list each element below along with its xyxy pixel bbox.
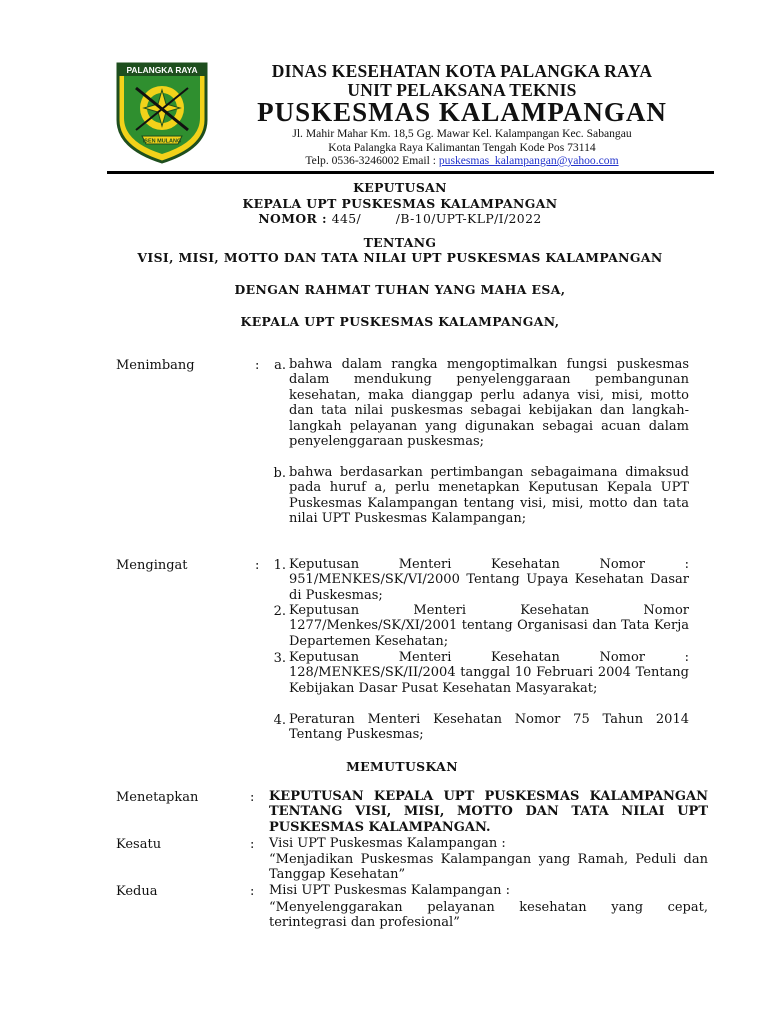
kesatu-heading: Visi UPT Puskesmas Kalampangan : — [269, 836, 506, 851]
about-label: TENTANG — [363, 235, 437, 250]
mengingat-item-2: Keputusan Menteri Kesehatan Nomor 1277/Menkes/SK/XI/2001 tentang Organisasi dan Tata Kerja Departemen Kesehatan; — [289, 603, 689, 649]
menetapkan-text: KEPUTUSAN KEPALA UPT PUSKESMAS KALAMPANGAN TENTANG VISI, MISI, MOTTO DAN TATA NILAI UPT PUSKESMAS KALAMPANGAN. — [269, 789, 708, 835]
mengingat-label: Mengingat — [116, 558, 188, 573]
mengingat-mark-1: 1. — [273, 558, 286, 573]
puskesmas-name: PUSKESMAS KALAMPANGAN — [257, 97, 667, 127]
menimbang-mark-a: a. — [274, 358, 286, 373]
contact-line — [212, 154, 712, 167]
logo-ribbon-text: ISEN MULANG — [142, 138, 182, 145]
kesatu-colon: : — [250, 837, 255, 852]
unit-name: UNIT PELAKSANA TEKNIS — [347, 80, 577, 100]
decree-issuer: KEPALA UPT PUSKESMAS KALAMPANGAN — [242, 196, 558, 211]
phone-text: Telp. 0536-3246002 Email : — [305, 154, 439, 167]
kedua-colon: : — [250, 884, 255, 899]
memutuskan-heading: MEMUTUSKAN — [346, 759, 458, 774]
mengingat-item-4: Peraturan Menteri Kesehatan Nomor 75 Tahun 2014 Tentang Puskesmas; — [289, 712, 689, 743]
mengingat-item-1: Keputusan Menteri Kesehatan Nomor : 951/MENKES/SK/VI/2000 Tentang Upaya Kesehatan Dasar di Puskesmas; — [289, 557, 689, 603]
menetapkan-colon: : — [250, 790, 255, 805]
menetapkan-label: Menetapkan — [116, 790, 199, 805]
mengingat-mark-4: 4. — [273, 713, 286, 728]
menimbang-mark-b: b. — [273, 466, 286, 481]
menimbang-item-b: bahwa berdasarkan pertimbangan sebagaimana dimaksud pada huruf a, perlu menetapkan Keputusan Kepala UPT Puskesmas Kalampangan tentang visi, misi, motto dan tata nilai UPT Puskesmas Kalampangan; — [289, 465, 689, 527]
mengingat-item-3: Keputusan Menteri Kesehatan Nomor : 128/MENKES/SK/II/2004 tanggal 10 Februari 2004 Tentang Kebijakan Dasar Pusat Kesehatan Masyarakat; — [289, 650, 689, 696]
menimbang-item-a: bahwa dalam rangka mengoptimalkan fungsi puskesmas dalam mendukung penyelenggaraan pembangunan kesehatan, maka dianggap perlu adanya visi, misi, motto dan tata nilai puskesmas sebagai kebijakan dan langkah-langkah pelayanan yang digunakan sebagai acuan dalam penyelenggaraan puskesmas; — [289, 357, 689, 450]
kesatu-vision-text: “Menjadikan Puskesmas Kalampangan yang Ramah, Peduli dan Tanggap Kesehatan” — [269, 852, 708, 883]
mengingat-colon: : — [255, 558, 260, 573]
official-statement: KEPALA UPT PUSKESMAS KALAMPANGAN, — [240, 314, 560, 329]
menimbang-label: Menimbang — [116, 358, 195, 373]
city-emblem-logo — [112, 52, 212, 164]
kesatu-label: Kesatu — [116, 837, 162, 852]
header-divider — [107, 171, 714, 174]
number-value: 445/ /B-10/UPT-KLP/I/2022 — [331, 211, 542, 226]
kedua-heading: Misi UPT Puskesmas Kalampangan : — [269, 883, 510, 898]
address-line-2: Kota Palangka Raya Kalimantan Tengah Kode Pos 73114 — [328, 141, 596, 154]
menimbang-colon: : — [255, 358, 260, 373]
address-line-1: Jl. Mahir Mahar Km. 18,5 Gg. Mawar Kel. Kalampangan Kec. Sabangau — [292, 127, 632, 140]
number-label: NOMOR : — [258, 211, 327, 226]
opening-statement: DENGAN RAHMAT TUHAN YANG MAHA ESA, — [234, 282, 566, 297]
mengingat-mark-3: 3. — [273, 651, 286, 666]
decree-title: KEPUTUSAN — [353, 180, 447, 195]
email-link[interactable]: puskesmas_kalampangan@yahoo.com — [438, 154, 619, 167]
kedua-mission-text: “Menyelenggarakan pelayanan kesehatan yang cepat, terintegrasi dan profesional” — [269, 900, 708, 931]
agency-name: DINAS KESEHATAN KOTA PALANGKA RAYA — [271, 61, 653, 81]
mengingat-mark-2: 2. — [273, 604, 286, 619]
decree-subject: VISI, MISI, MOTTO DAN TATA NILAI UPT PUSKESMAS KALAMPANGAN — [137, 250, 663, 265]
decree-number — [100, 211, 700, 226]
logo-top-text: PALANGKA RAYA — [126, 65, 198, 75]
kedua-label: Kedua — [116, 884, 158, 899]
